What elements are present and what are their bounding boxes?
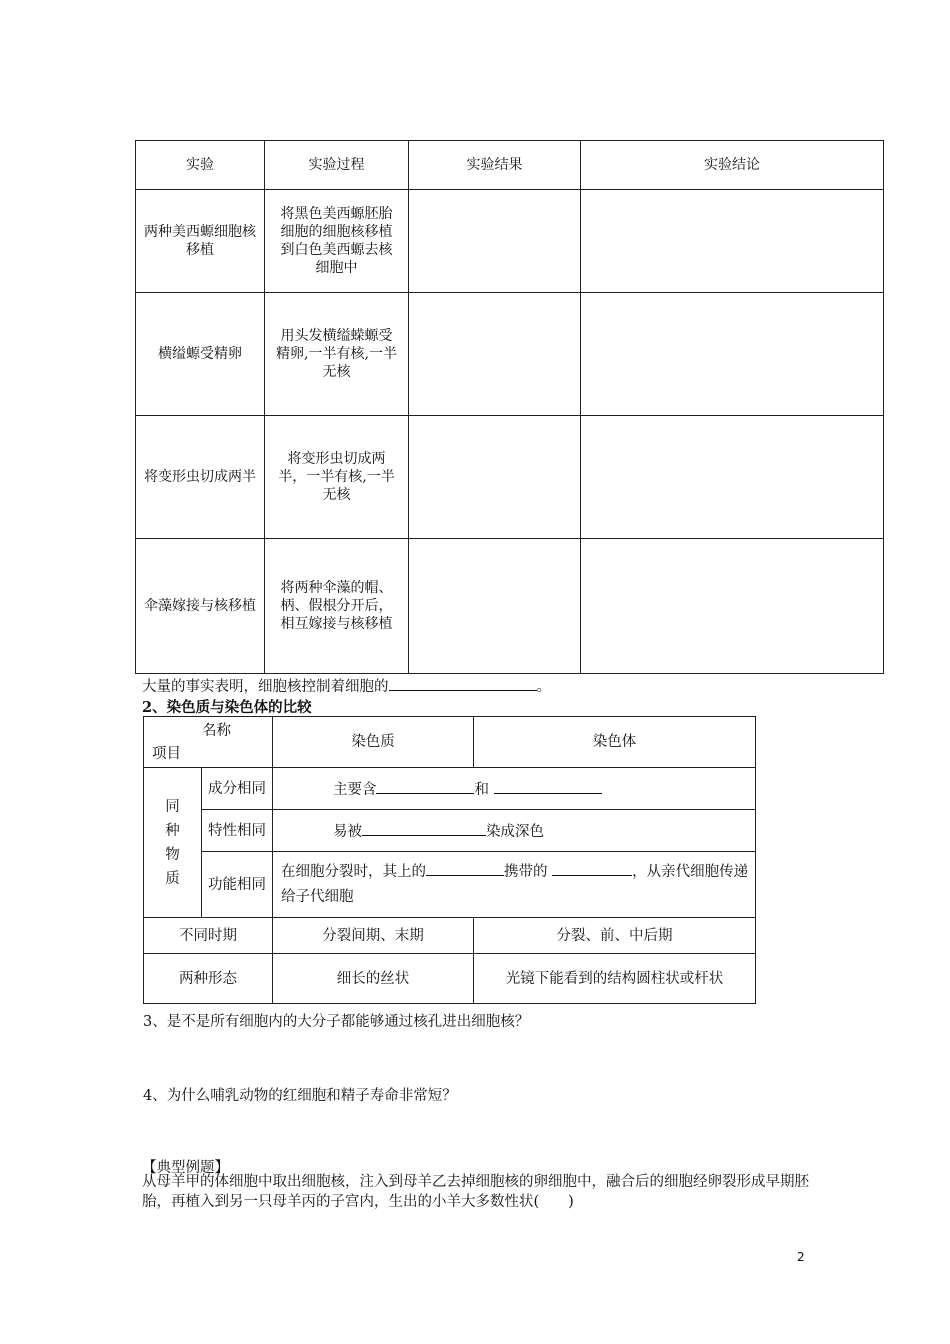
- header-conclusion: 实验结论: [581, 141, 884, 190]
- experiment-name: 将变形虫切成两半: [136, 416, 265, 539]
- experiment-result-cell[interactable]: [409, 416, 581, 539]
- property-blank[interactable]: [362, 821, 486, 836]
- function-blank-1[interactable]: [426, 861, 504, 876]
- question-3: 3、是不是所有细胞内的大分子都能够通过核孔进出细胞核？: [143, 1014, 530, 1030]
- period-chromosome: 分裂、前、中后期: [473, 918, 755, 954]
- corner-label-item: 项目: [152, 746, 181, 762]
- experiment-name: 伞藻嫁接与核移植: [136, 539, 265, 674]
- header-result: 实验结果: [409, 141, 581, 190]
- table-row: [144, 768, 756, 810]
- experiment-result-cell[interactable]: [409, 293, 581, 416]
- corner-header-cell: [144, 717, 273, 768]
- composition-mid: 和: [474, 781, 489, 798]
- row-label: 不同时期: [144, 918, 273, 954]
- form-chromosome: 光镜下能看到的结构圆柱状或杆状: [473, 954, 755, 1004]
- experiment-conclusion-cell[interactable]: [581, 293, 884, 416]
- experiment-process: 将两种伞藻的帽、柄、假根分开后，相互嫁接与核移植: [265, 539, 409, 674]
- composition-blank-1[interactable]: [376, 779, 474, 794]
- header-chromosome: 染色体: [473, 717, 755, 768]
- experiment-conclusion-cell[interactable]: [581, 416, 884, 539]
- example-text: 从母羊甲的体细胞中取出细胞核，注入到母羊乙去掉细胞核的卵细胞中，融合后的细胞经卵裂形成早期胚胎，再植入到另一只母羊丙的子宫内，生出的小羊大多数性状( ): [142, 1174, 809, 1210]
- table-row: [136, 539, 884, 674]
- table-row: [144, 918, 756, 954]
- experiment-process: 用头发横缢蝾螈受精卵,一半有核,一半无核: [265, 293, 409, 416]
- row-label: 特性相同: [202, 810, 273, 852]
- function-part-1: 在细胞分裂时，其上的: [280, 863, 426, 880]
- function-part-2: 携带的: [503, 863, 548, 880]
- group-label-cell: [144, 768, 202, 918]
- row-label: 成分相同: [202, 768, 273, 810]
- header-process: 实验过程: [265, 141, 409, 190]
- table-row: [136, 190, 884, 293]
- form-chromatin: 细长的丝状: [272, 954, 473, 1004]
- question-4: 4、为什么哺乳动物的红细胞和精子寿命非常短？: [143, 1088, 457, 1104]
- conclusion-sentence: [142, 675, 551, 696]
- section-title: 2、染色质与染色体的比较: [142, 699, 312, 716]
- conclusion-end: 。: [536, 679, 551, 695]
- row-label: 功能相同: [202, 852, 273, 918]
- table-row: [144, 810, 756, 852]
- table-row: [144, 852, 756, 918]
- function-blank-2[interactable]: [552, 861, 632, 876]
- header-experiment: 实验: [136, 141, 265, 190]
- period-chromatin: 分裂间期、末期: [272, 918, 473, 954]
- composition-prefix: 主要含: [332, 781, 377, 798]
- experiment-name: 横缢螈受精卵: [136, 293, 265, 416]
- conclusion-blank[interactable]: [389, 676, 537, 691]
- function-cell: [272, 852, 755, 918]
- header-chromatin: 染色质: [272, 717, 473, 768]
- property-suffix: 染成深色: [485, 823, 544, 840]
- table-row: [136, 293, 884, 416]
- experiment-process: 将黑色美西螈胚胎细胞的细胞核移植到白色美西螈去核细胞中: [265, 190, 409, 293]
- experiment-name: 两种美西螈细胞核移植: [136, 190, 265, 293]
- row-label: 两种形态: [144, 954, 273, 1004]
- page-number: 2: [797, 1250, 805, 1264]
- experiment-conclusion-cell[interactable]: [581, 190, 884, 293]
- table-row: [144, 954, 756, 1004]
- corner-label-name: 名称: [202, 723, 231, 739]
- composition-blank-2[interactable]: [494, 779, 602, 794]
- chromatin-comparison-table: [143, 716, 756, 1004]
- experiment-conclusion-cell[interactable]: [581, 539, 884, 674]
- function-part-3: ，从亲代细胞传递给子代细胞: [280, 863, 749, 905]
- property-cell: [272, 810, 755, 852]
- group-label: 同种物质: [165, 798, 180, 887]
- composition-cell: [272, 768, 755, 810]
- example-title: 【典型例题】: [142, 1160, 229, 1176]
- experiment-result-cell[interactable]: [409, 190, 581, 293]
- conclusion-text: 大量的事实表明，细胞核控制着细胞的: [142, 679, 389, 695]
- experiment-table: [135, 140, 884, 674]
- experiment-result-cell[interactable]: [409, 539, 581, 674]
- table-row: [136, 416, 884, 539]
- property-prefix: 易被: [332, 823, 362, 840]
- experiment-process: 将变形虫切成两半，一半有核,一半无核: [265, 416, 409, 539]
